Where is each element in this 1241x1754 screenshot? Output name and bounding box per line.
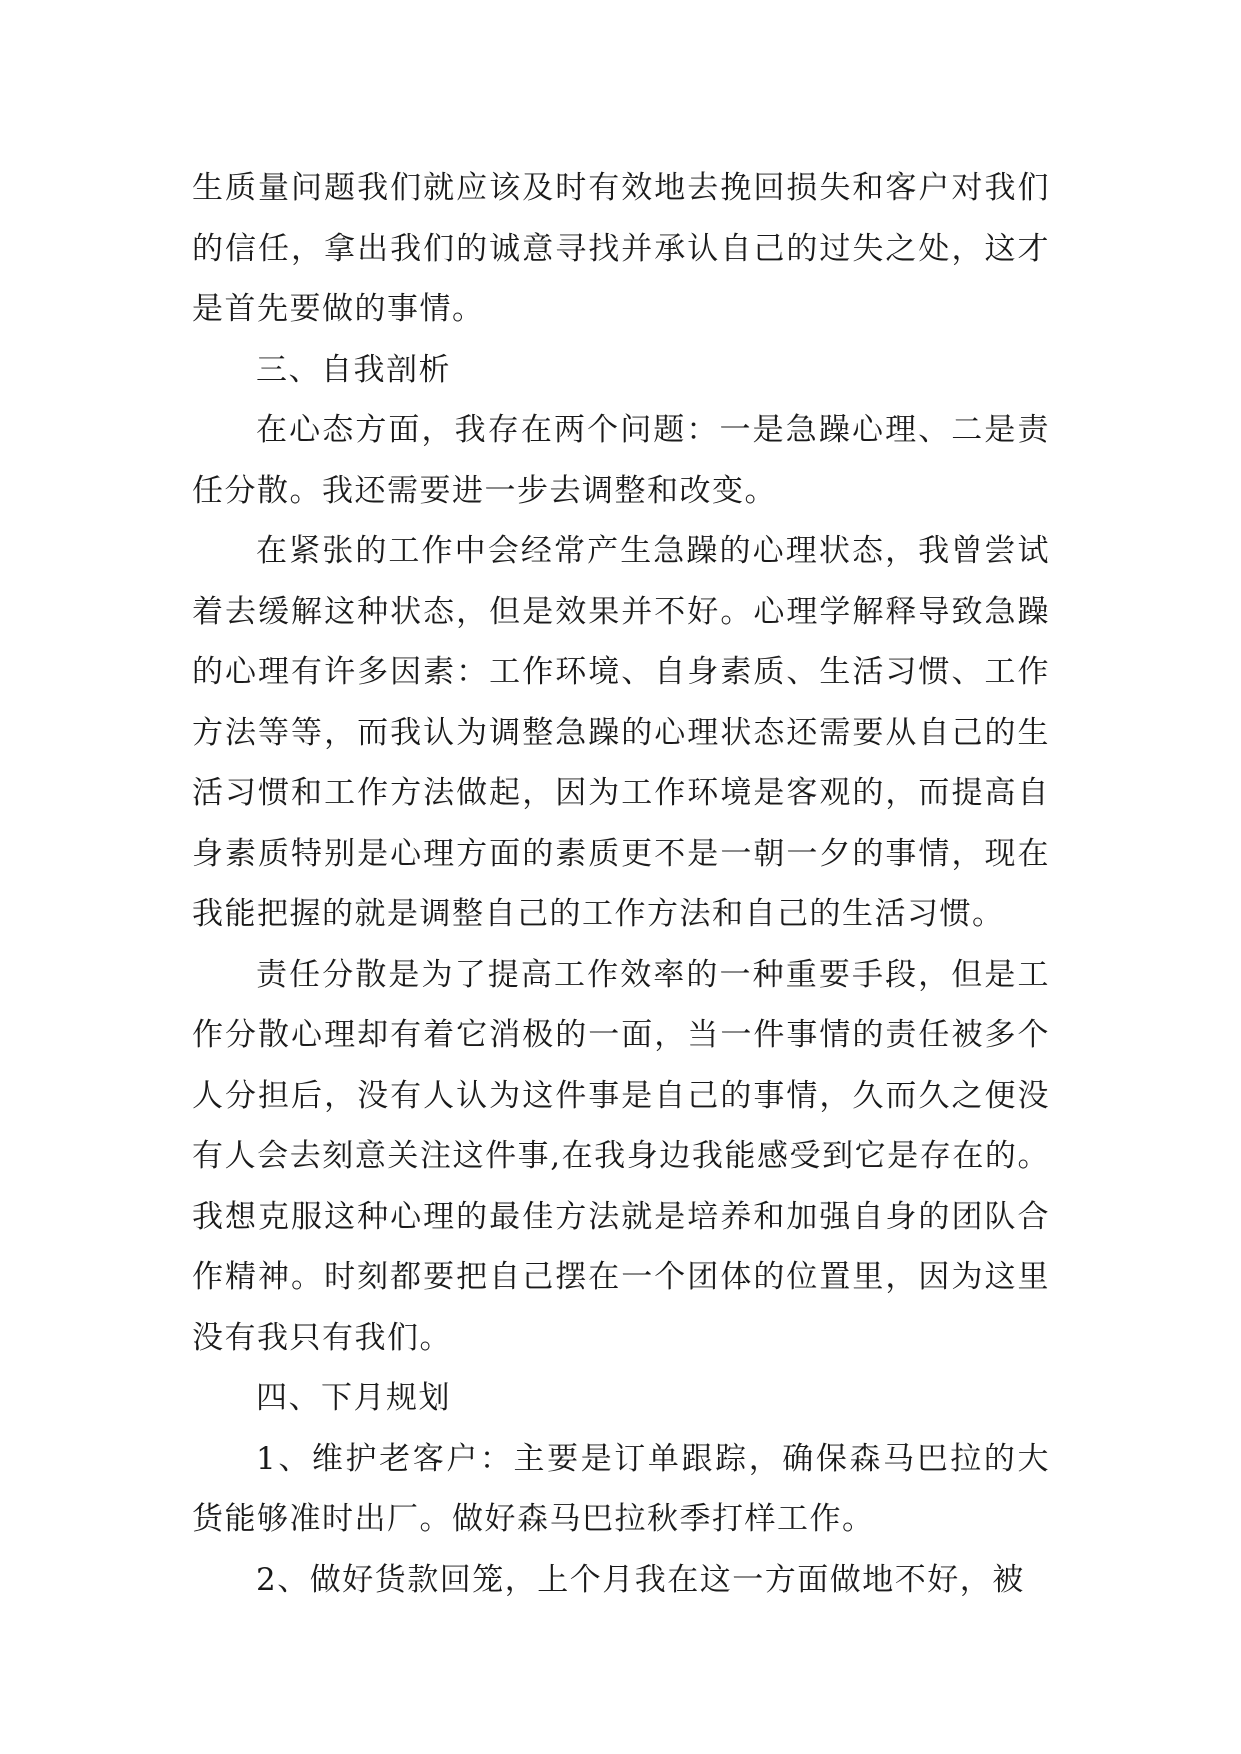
document-body — [192, 158, 1050, 1610]
paragraph-responsibility: 责任分散是为了提高工作效率的一种重要手段，但是工作分散心理却有着它消极的一面，当一件事情的责任被多个人分担后，没有人认为这件事是自己的事情，久而久之便没有人会去刻意关注这件事,在我身边我能感受到它是存在的。我想克服这种心理的最佳方法就是培养和加强自身的团队合作精神。时刻都要把自己摆在一个团体的位置里，因为这里没有我只有我们。 — [192, 956, 1050, 1356]
section-heading-self-analysis: 三、自我剖析 — [256, 351, 451, 388]
paragraph-continuation: 生质量问题我们就应该及时有效地去挽回损失和客户对我们的信任，拿出我们的诚意寻找并承认自己的过失之处，这才是首先要做的事情。 — [192, 170, 1050, 327]
paragraph-impatience: 在紧张的工作中会经常产生急躁的心理状态，我曾尝试着去缓解这种状态，但是效果并不好。心理学解释导致急躁的心理有许多因素：工作环境、自身素质、生活习惯、工作方法等等，而我认为调整急躁的心理状态还需要从自己的生活习惯和工作方法做起，因为工作环境是客观的，而提高自身素质特别是心理方面的素质更不是一朝一夕的事情，现在我能把握的就是调整自己的工作方法和自己的生活习惯。 — [192, 533, 1050, 932]
paragraph-plan-item-1: 1、维护老客户：主要是订单跟踪，确保森马巴拉的大货能够准时出厂。做好森马巴拉秋季打样工作。 — [192, 1440, 1050, 1537]
section-heading-next-month-plan: 四、下月规划 — [256, 1380, 451, 1416]
paragraph-plan-item-2: 2、做好货款回笼，上个月我在这一方面做地不好，被 — [256, 1561, 1025, 1598]
paragraph-mindset: 在心态方面，我存在两个问题：一是急躁心理、二是责任分散。我还需要进一步去调整和改变。 — [192, 412, 1050, 509]
